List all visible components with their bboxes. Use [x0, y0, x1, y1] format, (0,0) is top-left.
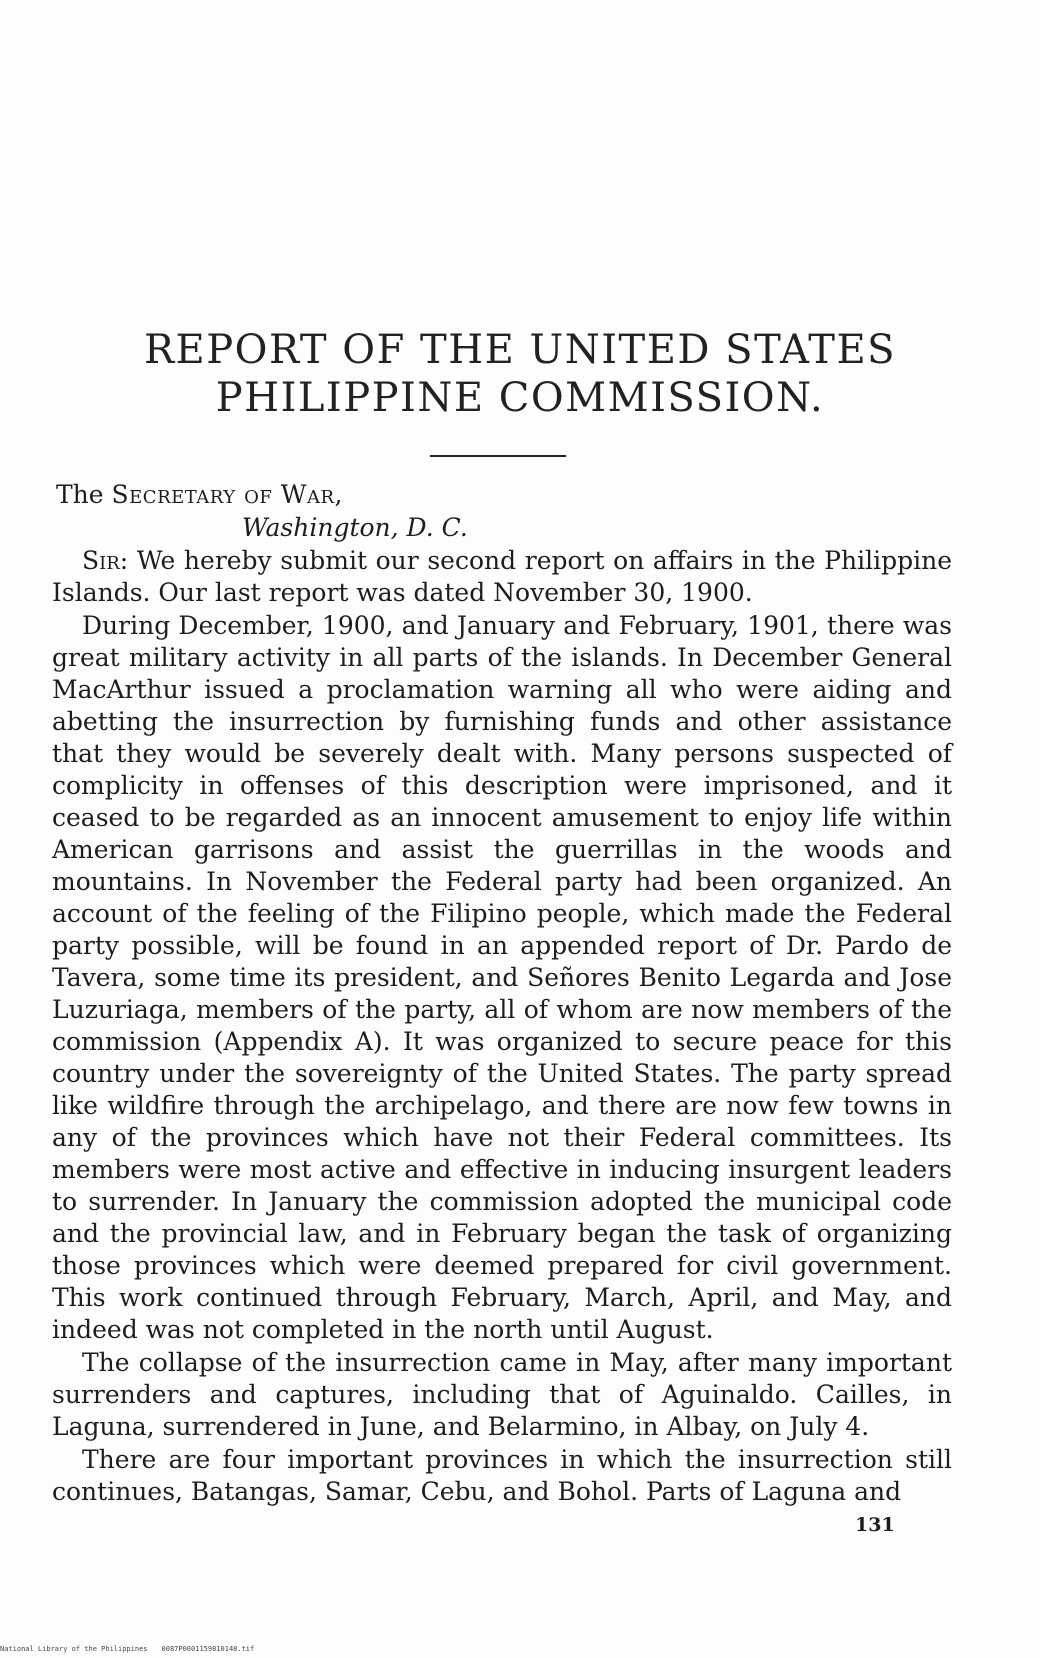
scan-footer [0, 1644, 254, 1654]
addressee-prefix: The [56, 480, 104, 509]
paragraph-1 [52, 545, 952, 609]
footer-library: National Library of the Philippines [0, 1645, 148, 1653]
paragraph-1-text: We hereby submit our second report on affairs in the Philippine Islands. Our last report was dated November 30, 1900. [52, 546, 952, 607]
page-number: 131 [855, 1514, 895, 1536]
paragraph-2: During December, 1900, and January and February, 1901, there was great military activity in all parts of the islands. In December General MacArthur issued a proclamation warning all who were aiding and abetting the insurrection by furnishing funds and other assistance that they would be severely dealt with. Many persons suspected of complicity in offenses of this description were imprisoned, and it ceased to be regarded as an innocent amusement to enjoy life within American garrisons and assist the guerrillas in the woods and mountains. In November the Federal party had been organized. An account of the feeling of the Filipino people, which made the Federal party possible, will be found in an appended report of Dr. Pardo de Tavera, some time its president, and Señores Benito Legarda and Jose Luzuriaga, members of the party, all of whom are now members of the commission (Appendix A). It was organized to secure peace for this country under the sovereignty of the United States. The party spread like wildfire through the archipelago, and there are now few towns in any of the provinces which have not their Federal committees. Its members were most active and effective in inducing insurgent leaders to surrender. In January the commission adopted the municipal code and the provincial law, and in February began the task of organizing those provinces which were deemed prepared for civil government. This work continued through February, March, April, and May, and indeed was not completed in the north until August. [52, 611, 952, 1344]
title-line-2: PHILIPPINE COMMISSION. [215, 375, 825, 421]
salutation: Sir: [82, 546, 129, 575]
addressee-place: Washington, D. C. [242, 513, 468, 542]
addressee-name: Secretary of War, [111, 480, 343, 509]
paragraph-4: There are four important provinces in which the insurrection still continues, Batangas, Samar, Cebu, and Bohol. Parts of Laguna and [52, 1445, 952, 1506]
report-title [60, 326, 980, 422]
footer-file-id: 0087P0001159810148.tif [161, 1645, 255, 1653]
title-divider [430, 455, 566, 457]
report-body [52, 545, 952, 1508]
title-line-1: REPORT OF THE UNITED STATES [143, 327, 897, 373]
addressee [56, 479, 343, 511]
paragraph-3: The collapse of the insurrection came in May, after many important surrenders and captures, including that of Aguinaldo. Cailles, in Laguna, surrendered in June, and Belarmino, in Albay, on July 4. [52, 1348, 952, 1441]
